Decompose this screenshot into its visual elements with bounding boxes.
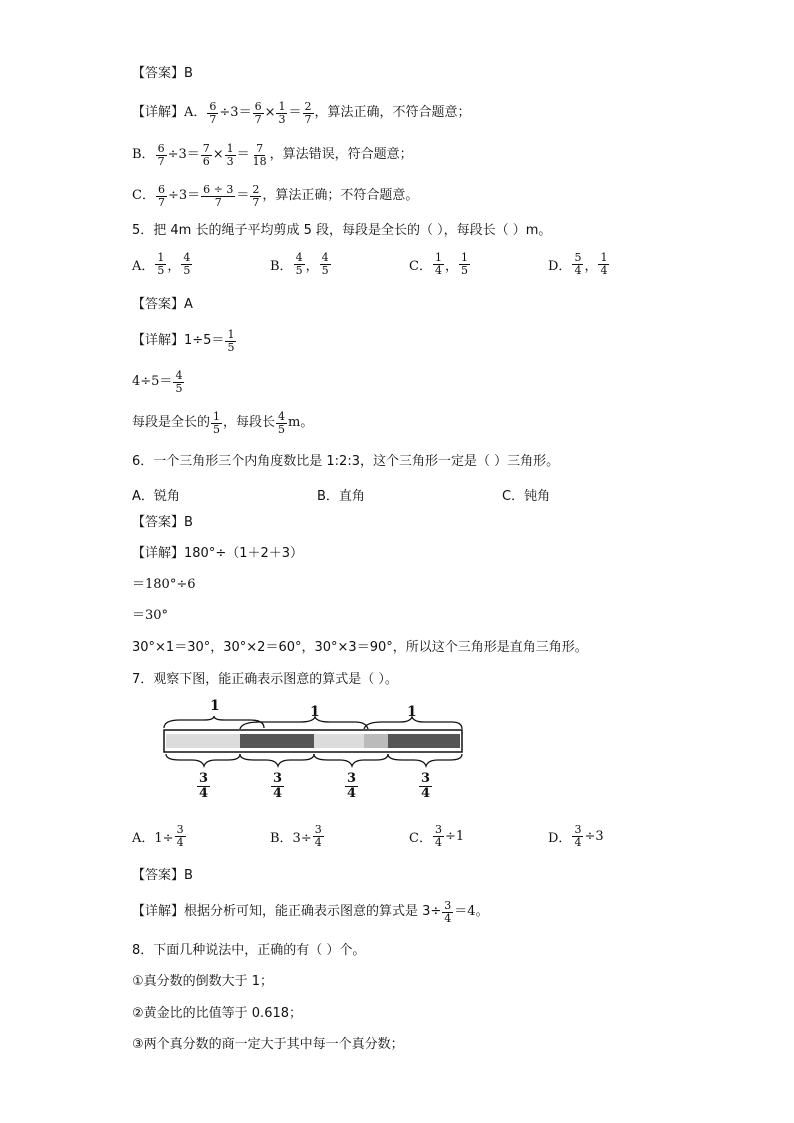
- q8-statement-3: ③两个真分数的商一定大于其中每一个真分数；: [132, 1037, 404, 1052]
- q5-detail-3: 每段是全长的 $\frac{1}{5}$ ，每段长 $\frac{4}{5}$ m。: [132, 409, 314, 436]
- top-label-3: 1: [407, 704, 417, 720]
- q8-statement-2: ②黄金比的比值等于 0.618；: [132, 1006, 303, 1021]
- q7-option-d[interactable]: D． $\frac{3}{4}$ ÷3: [548, 823, 604, 849]
- bottom-fraction-2: 3 4: [273, 771, 283, 801]
- q5-detail-1: 【详解】1÷5＝ $\frac{1}{5}$: [132, 327, 235, 354]
- bottom-brace-2: [240, 754, 314, 766]
- q6-detail-3: ＝30°: [132, 608, 169, 623]
- q6-answer: 【答案】B: [132, 515, 193, 530]
- top-brace-1: [164, 716, 264, 728]
- q4-detail-a: 【详解】 A． $\frac{6}{7}$ ÷3＝ $\frac{6}{7}$ × $\frac{1}{3}$ ＝ $\frac{2}{7}$ ，算法正确，不符合题意；: [132, 99, 471, 126]
- q5-option-a[interactable]: A． $\frac{1}{5}$ ， $\frac{4}{5}$: [132, 251, 191, 277]
- q6-detail-1: 【详解】180°÷（1＋2＋3）: [132, 546, 304, 561]
- bar-segment-4: [364, 734, 388, 748]
- q6-detail-2: ＝180°÷6: [132, 577, 196, 592]
- q4-answer: 【答案】B: [132, 66, 193, 81]
- bar-segment-1: [166, 734, 240, 748]
- q6-detail-4: 30°×1＝30°，30°×2＝60°，30°×3＝90°，所以这个三角形是直角三角形。: [132, 640, 588, 655]
- q5-option-d[interactable]: D． $\frac{5}{4}$ ， $\frac{1}{4}$: [548, 251, 608, 277]
- bar-segment-3: [314, 734, 364, 748]
- q7-answer: 【答案】B: [132, 868, 193, 883]
- top-brace-2: [240, 717, 368, 729]
- bottom-brace-4: [388, 754, 462, 766]
- q6-option-a[interactable]: A．锐角: [132, 489, 180, 504]
- q7-detail: 【详解】根据分析可知，能正确表示图意的算式是 3÷ $\frac{3}{4}$ ＝4。: [132, 898, 489, 925]
- bottom-fraction-3: 3 4: [347, 771, 357, 801]
- q6-option-c[interactable]: C．钝角: [502, 489, 551, 504]
- q5-answer: 【答案】A: [132, 297, 193, 312]
- q8-statement-1: ①真分数的倒数大于 1；: [132, 974, 274, 989]
- q7-option-c[interactable]: C． $\frac{3}{4}$ ÷1: [409, 823, 465, 849]
- q4-detail-c: C． $\frac{6}{7}$ ÷3＝ $\frac{6 \div 3}{7}$ ＝ $\frac{2}{7}$ ，算法正确；不符合题意。: [132, 182, 419, 209]
- q7-question: 7．观察下图，能正确表示图意的算式是（ ）。: [132, 672, 398, 687]
- q7-option-a[interactable]: A．1÷ $\frac{3}{4}$: [132, 823, 184, 849]
- bottom-brace-1: [166, 754, 240, 766]
- q5-option-c[interactable]: C． $\frac{1}{4}$ ， $\frac{1}{5}$: [409, 251, 468, 277]
- q8-question: 8．下面几种说法中，正确的有（ ）个。: [132, 943, 366, 958]
- bottom-brace-3: [314, 754, 388, 766]
- q5-detail-2: 4÷5＝ $\frac{4}{5}$: [132, 368, 183, 395]
- top-brace-3: [364, 717, 462, 729]
- bottom-fraction-4: 3 4: [421, 771, 431, 801]
- q5-option-b[interactable]: B． $\frac{4}{5}$ ， $\frac{4}{5}$: [270, 251, 329, 277]
- q5-question: 5．把 4m 长的绳子平均剪成 5 段，每段是全长的（ ），每段长（ ）m。: [132, 223, 552, 238]
- bar-segment-5: [388, 734, 460, 748]
- segment-bar-figure: [160, 698, 470, 813]
- top-label-2: 1: [310, 704, 320, 720]
- top-label-1: 1: [210, 698, 220, 714]
- q6-question: 6．一个三角形三个内角度数比是 1:2:3，这个三角形一定是（ ）三角形。: [132, 454, 560, 469]
- q4-detail-b: B． $\frac{6}{7}$ ÷3＝ $\frac{7}{6}$ × $\frac{1}{3}$ ＝ $\frac{7}{18}$ ，算法错误，符合题意；: [132, 141, 413, 168]
- q6-option-b[interactable]: B．直角: [317, 489, 365, 504]
- bar-segment-2: [240, 734, 314, 748]
- q7-option-b[interactable]: B．3÷ $\frac{3}{4}$: [270, 823, 322, 849]
- bottom-fraction-1: 3 4: [199, 771, 209, 801]
